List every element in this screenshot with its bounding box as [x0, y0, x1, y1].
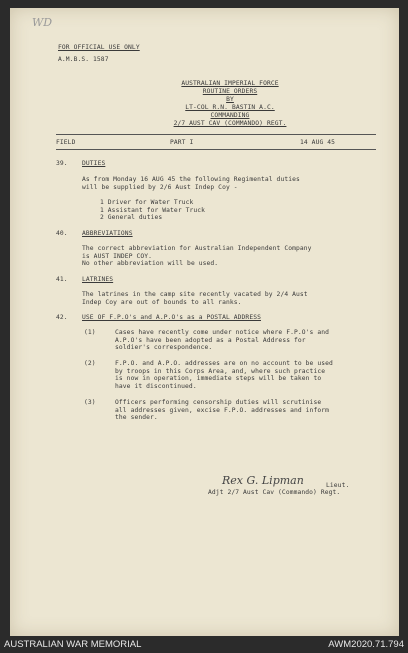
- classification: FOR OFFICIAL USE ONLY: [58, 44, 140, 51]
- item-heading: LATRINES: [82, 276, 114, 283]
- header-line-6: 2/7 AUST CAV (COMMANDO) REGT.: [173, 120, 287, 127]
- handwritten-signature: Rex G. Lipman: [222, 474, 304, 487]
- item-number: 41.: [56, 276, 68, 283]
- header-line-1: AUSTRALIAN IMPERIAL FORCE: [181, 80, 279, 87]
- item-body: The correct abbreviation for Australian Independent Company is AUST INDEP COY. No other abbreviation will be used.: [82, 245, 312, 268]
- top-rule: [56, 134, 376, 135]
- header-line-3: BY: [226, 96, 234, 103]
- item-number: 42.: [56, 314, 68, 321]
- item-body: As from Monday 16 AUG 45 the following Regimental duties will be supplied by 2/6 Aust Indep Coy -: [82, 176, 300, 191]
- item-heading: ABBREVIATIONS: [82, 230, 133, 237]
- header-line-5: COMMANDING: [210, 112, 250, 119]
- sub-item-number: (2): [84, 360, 96, 367]
- field-label: FIELD: [56, 139, 76, 146]
- part-label: PART I: [170, 139, 194, 146]
- item-heading: DUTIES: [82, 160, 106, 167]
- item-list: 1 Driver for Water Truck 1 Assistant for Water Truck 2 General duties: [100, 199, 206, 222]
- header-line-4: LT-COL R.N. BASTIN A.C.: [185, 104, 275, 111]
- footer-accession-number: AWM2020.71.794: [328, 639, 404, 650]
- pencil-annotation: WD: [32, 16, 53, 29]
- item-body: The latrines in the camp site recently vacated by 2/4 Aust Indep Coy are out of bounds to all ranks.: [82, 291, 308, 306]
- sub-item-text: Cases have recently come under notice where F.P.O's and A.P.O's have been adopted as a Postal Address for soldier's correspondence.: [115, 329, 330, 352]
- signoff-rank: Lieut.: [326, 482, 350, 489]
- sub-item-text: F.P.O. and A.P.O. addresses are on no account to be used by troops in this Corps Area, and, where such practice is now in operation, immediate steps will be taken to have it discontinued.: [115, 360, 333, 390]
- order-date: 14 AUG 45: [300, 139, 336, 146]
- document-page: [10, 8, 399, 636]
- item-number: 39.: [56, 160, 68, 167]
- item-number: 40.: [56, 230, 68, 237]
- sub-item-number: (1): [84, 329, 96, 336]
- header-line-2: ROUTINE ORDERS: [202, 88, 258, 95]
- reference-number: A.M.B.S. 1587: [58, 56, 109, 63]
- sub-item-number: (3): [84, 399, 96, 406]
- sub-item-text: Officers performing censorship duties will scrutinise all addresses given, excise F.P.O. addresses and inform the sender.: [115, 399, 330, 422]
- item-heading: USE OF F.P.O's and A.P.O's as a POSTAL ADDRESS: [82, 314, 261, 321]
- footer-bar: [0, 636, 408, 653]
- signoff-title: Adjt 2/7 Aust Cav (Commando) Regt.: [208, 489, 341, 496]
- footer-source: AUSTRALIAN WAR MEMORIAL: [4, 639, 142, 650]
- bottom-rule: [56, 149, 376, 150]
